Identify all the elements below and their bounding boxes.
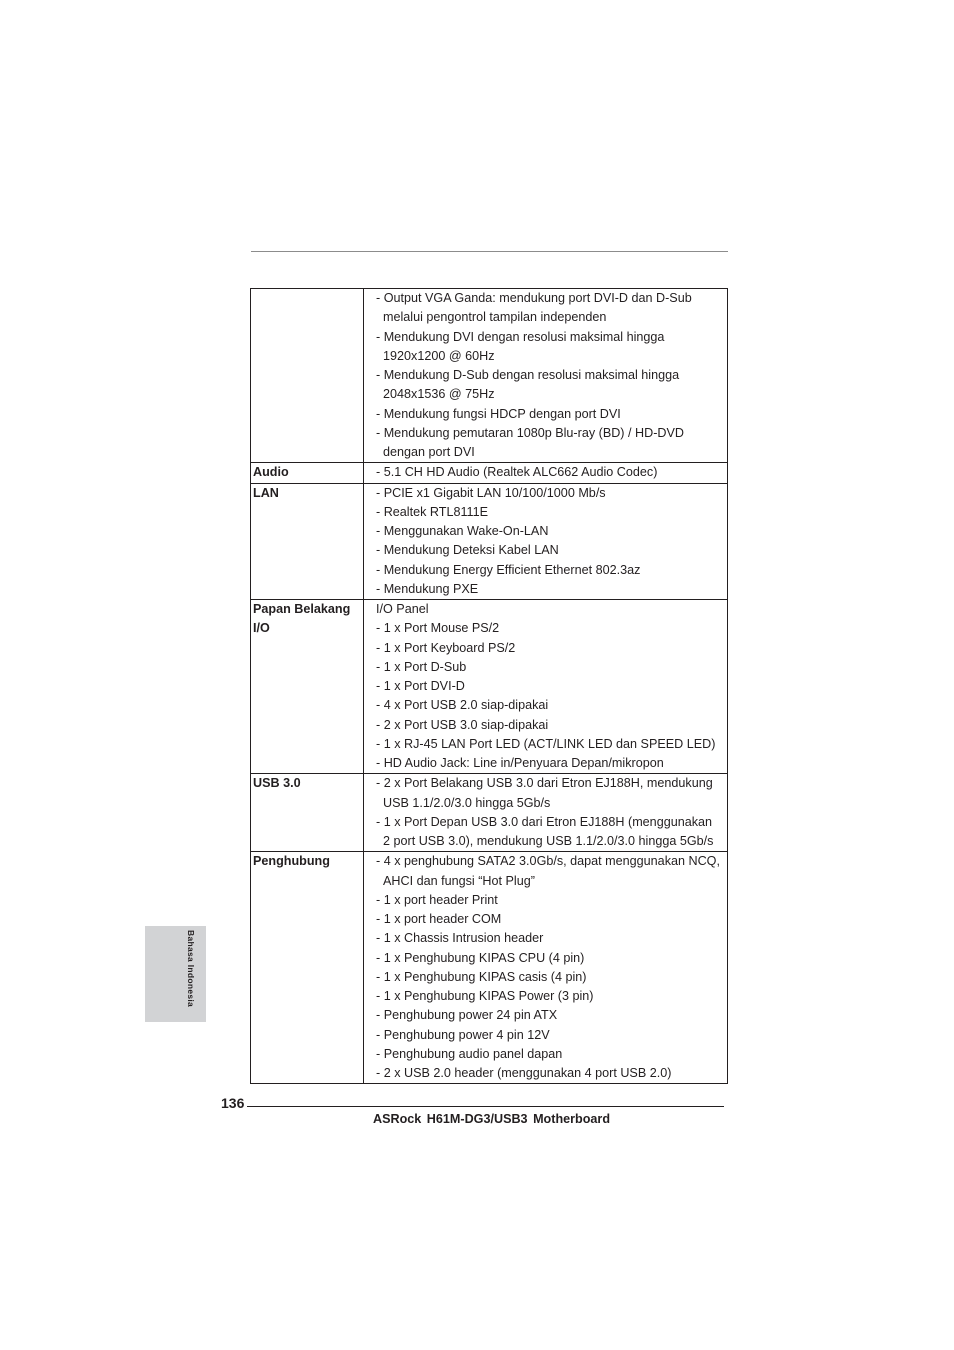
spec-line: - Mendukung pemutaran 1080p Blu-ray (BD) / HD-DVD (376, 425, 684, 440)
spec-label-cell (251, 289, 364, 463)
language-side-tab (145, 926, 206, 1022)
spec-line: - Penghubung power 24 pin ATX (376, 1008, 558, 1023)
spec-label-cell (251, 852, 364, 1084)
spec-line: - 1 x RJ-45 LAN Port LED (ACT/LINK LED dan SPEED LED) (376, 736, 716, 751)
spec-value-cell (364, 600, 728, 774)
spec-row (251, 463, 728, 483)
spec-line: - 5.1 CH HD Audio (Realtek ALC662 Audio Codec) (376, 465, 658, 480)
spec-line: - 4 x Port USB 2.0 siap-dipakai (376, 698, 549, 713)
spec-label-cell (251, 600, 364, 774)
spec-line: - 1 x Port Depan USB 3.0 dari Etron EJ188H (menggunakan (376, 814, 713, 829)
spec-line: - Mendukung PXE (376, 581, 479, 596)
spec-line: - HD Audio Jack: Line in/Penyuara Depan/mikropon (376, 756, 664, 770)
spec-line: melalui pengontrol tampilan independen (383, 310, 607, 325)
spec-value-cell (364, 774, 728, 852)
spec-line: - 2 x Port Belakang USB 3.0 dari Etron EJ188H, mendukung (376, 776, 713, 791)
spec-label-cell (251, 774, 364, 852)
spec-row (251, 483, 728, 600)
spec-value-cell (364, 289, 728, 463)
spec-line: - 1 x port header Print (376, 892, 498, 907)
spec-table (250, 288, 728, 1084)
footer-product-name: ASRock H61M-DG3/USB3 Motherboard (373, 1112, 611, 1126)
page-number: 136 (221, 1095, 245, 1111)
spec-line: - 1 x Penghubung KIPAS casis (4 pin) (376, 969, 587, 984)
spec-line: - 1 x Chassis Intrusion header (376, 931, 544, 946)
spec-line: - Output VGA Ganda: mendukung port DVI-D dan D-Sub (376, 291, 692, 305)
spec-line: - 4 x penghubung SATA2 3.0Gb/s, dapat menggunakan NCQ, (376, 854, 720, 869)
spec-value-cell (364, 463, 728, 483)
spec-line: - 1 x Penghubung KIPAS CPU (4 pin) (376, 950, 585, 965)
language-side-tab-label: Bahasa Indonesia (186, 930, 196, 1008)
spec-label-cell (251, 483, 364, 600)
spec-line: AHCI dan fungsi “Hot Plug” (383, 873, 535, 888)
spec-line: - PCIE x1 Gigabit LAN 10/100/1000 Mb/s (376, 485, 606, 500)
spec-line: - Mendukung Energy Efficient Ethernet 802.3az (376, 562, 641, 577)
spec-line: - Mendukung D-Sub dengan resolusi maksimal hingga (376, 368, 680, 382)
spec-line: I/O Panel (376, 602, 429, 616)
spec-row (251, 600, 728, 774)
spec-line: - 1 x Port Keyboard PS/2 (376, 640, 516, 655)
spec-line: 1920x1200 @ 60Hz (383, 348, 495, 363)
spec-line: - Mendukung fungsi HDCP dengan port DVI (376, 406, 621, 421)
spec-label: Audio (253, 465, 289, 480)
spec-label: Papan Belakang (253, 602, 351, 616)
spec-row (251, 289, 728, 463)
spec-line: - 1 x Port D-Sub (376, 659, 467, 674)
spec-line: - Penghubung audio panel dapan (376, 1046, 563, 1061)
spec-line: - Menggunakan Wake-On-LAN (376, 524, 549, 538)
spec-line: - Penghubung power 4 pin 12V (376, 1027, 550, 1042)
spec-label: Penghubung (253, 854, 330, 869)
spec-line: - Mendukung DVI dengan resolusi maksimal hingga (376, 329, 665, 344)
spec-line: 2 port USB 3.0), mendukung USB 1.1/2.0/3.0 hingga 5Gb/s (383, 834, 714, 848)
spec-line: - Realtek RTL8111E (376, 504, 489, 519)
header-rule (251, 251, 728, 252)
spec-line: dengan port DVI (383, 445, 475, 459)
spec-line: - 2 x USB 2.0 header (menggunakan 4 port USB 2.0) (376, 1066, 672, 1080)
spec-row (251, 774, 728, 852)
spec-label-cell (251, 463, 364, 483)
spec-line: - 1 x Penghubung KIPAS Power (3 pin) (376, 989, 594, 1003)
spec-value-cell (364, 852, 728, 1084)
spec-line: - Mendukung Deteksi Kabel LAN (376, 543, 559, 558)
spec-line: 2048x1536 @ 75Hz (383, 387, 495, 402)
spec-row (251, 852, 728, 1084)
spec-value-cell (364, 483, 728, 600)
spec-line: - 1 x port header COM (376, 912, 502, 926)
spec-line: - 1 x Port DVI-D (376, 679, 465, 693)
footer-rule (247, 1106, 724, 1107)
spec-line: - 2 x Port USB 3.0 siap-dipakai (376, 717, 549, 732)
spec-label: USB 3.0 (253, 776, 301, 791)
spec-line: USB 1.1/2.0/3.0 hingga 5Gb/s (383, 795, 551, 810)
spec-line: - 1 x Port Mouse PS/2 (376, 621, 500, 636)
spec-label: LAN (253, 485, 279, 500)
spec-table-body (251, 289, 728, 1084)
spec-label: I/O (253, 621, 270, 636)
